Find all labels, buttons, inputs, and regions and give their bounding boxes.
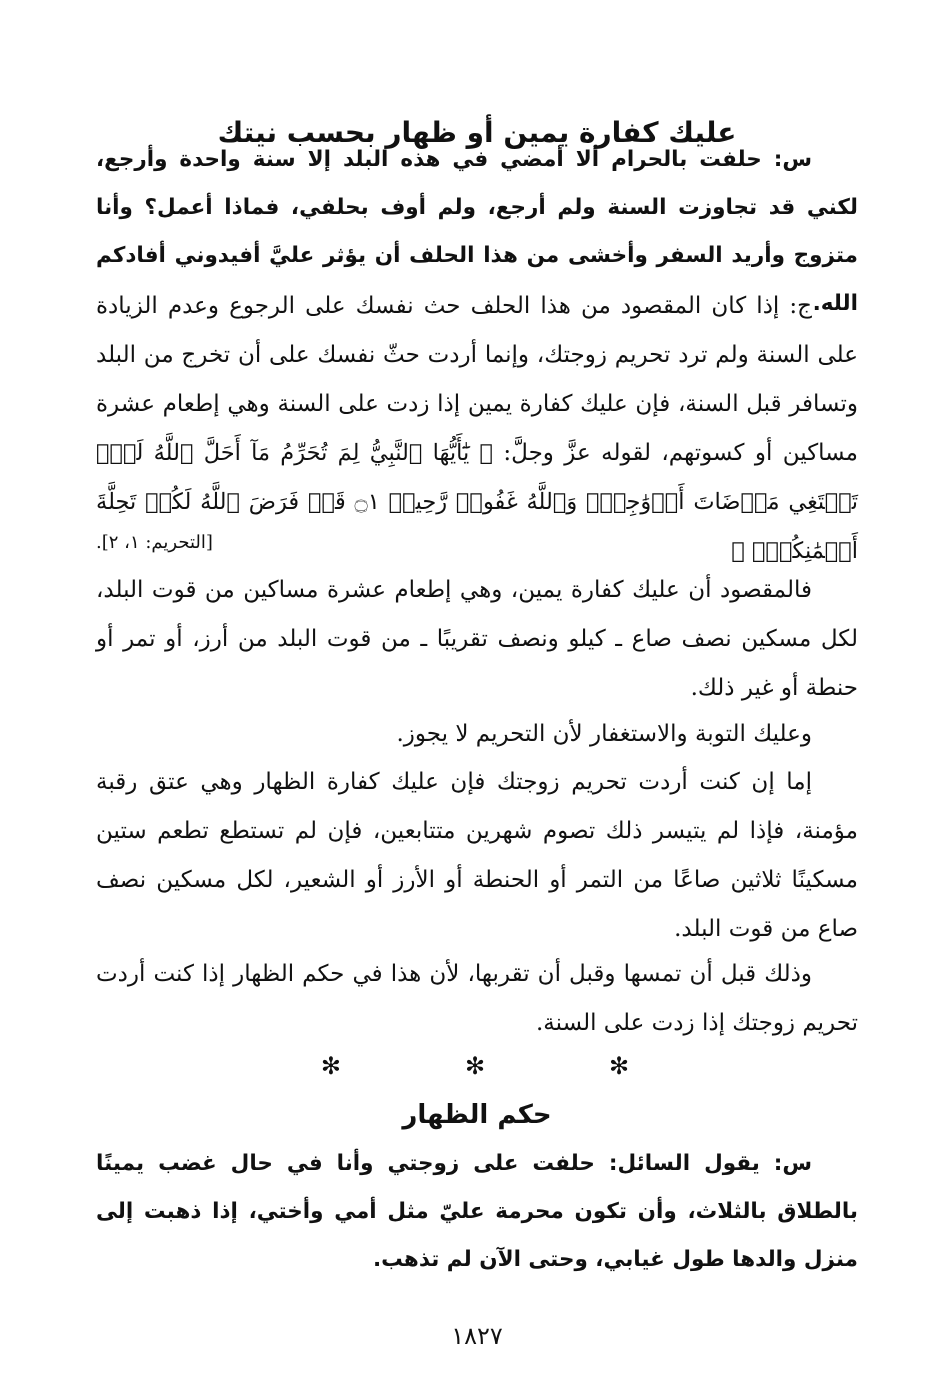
section-separator xyxy=(96,1052,858,1080)
body-paragraph-4-text: وذلك قبل أن تمسها وقبل أن تقربها، لأن هذا في حكم الظهار إذا كنت أردت تحريم زوجتك إذا زدت على السنة. xyxy=(96,961,858,1036)
body-paragraph-3-text: إما إن كنت أردت تحريم زوجتك فإن عليك كفارة الظهار وهي عتق رقبة مؤمنة، فإذا لم يتيسر ذلك تصوم شهرين متتابعين، فإن لم تستطع تطعم ستين مسكينًا ثلاثين صاعًا من التمر أو الحنطة أو الأرز أو الشعير، لكل مسكين نصف صاع من قوت البلد. xyxy=(96,769,858,942)
section-title: عليك كفارة يمين أو ظهار بحسب نيتك xyxy=(217,115,737,149)
separator-star: ✻ xyxy=(320,1052,405,1080)
verse-reference-text: [التحريم: ١، ٢]. xyxy=(96,532,213,553)
quran-verse: ﴿ يَٰٓأَيُّهَا ٱلنَّبِيُّ لِمَ تُحَرِّمُ مَآ أَحَلَّ ٱللَّهُ لَكَۖ تَبۡتَغِي مَرۡضَاتَ أَزۡوَٰجِكَۚ وَٱللَّهُ غَفُورٞ رَّحِيمٞ ۝١ قَدۡ فَرَضَ ٱللَّهُ لَكُمۡ تَحِلَّةَ أَيۡمَٰنِكُمۡۚ ﴾ xyxy=(96,440,858,564)
book-page xyxy=(96,0,858,1380)
question-paragraph-2 xyxy=(96,1140,858,1284)
body-paragraph-1-text: فالمقصود أن عليك كفارة يمين، وهي إطعام عشرة مساكين من قوت البلد، لكل مسكين نصف صاع ـ كيلو ونصف تقريبًا ـ من قوت البلد من أرز، أو تمر أو حنطة أو غير ذلك. xyxy=(96,577,858,701)
body-paragraph-2-text: وعليك التوبة والاستغفار لأن التحريم لا يجوز. xyxy=(396,721,812,747)
question-text: س: حلفت بالحرام ألا أمضي في هذه البلد إلا سنة واحدة وأرجع، لكني قد تجاوزت السنة ولم أرجع، ولم أوف بحلفي، فماذا أعمل؟ وأنا متزوج وأريد السفر وأخشى من هذا الحلف أن يؤثر عليَّ أفيدوني أفادكم الله. xyxy=(96,147,858,316)
body-paragraph-1 xyxy=(96,566,858,713)
body-paragraph-2 xyxy=(96,710,858,759)
answer-intro-text: ج: إذا كان المقصود من هذا الحلف حث نفسك على الرجوع وعدم الزيادة على السنة ولم ترد تحريم زوجتك، وإنما أردت حثّ نفسك على أن تخرج من البلد وتسافر قبل السنة، فإن عليك كفارة يمين إذا زدت على السنة وهي إطعام عشرة مساكين أو كسوتهم، لقوله عزَّ وجلَّ: xyxy=(96,293,859,466)
verse-reference xyxy=(96,528,858,558)
body-paragraph-4 xyxy=(96,950,858,1048)
separator-star: ✻ xyxy=(609,1052,694,1080)
page-number: ١٨٢٧ xyxy=(451,1322,503,1350)
question-2-text: س: يقول السائل: حلفت على زوجتي وأنا في حال غضب يمينًا بالطلاق بالثلاث، وأن تكون محرمة عليّ مثل أمي وأختي، إذا ذهبت إلى منزل والدها طول غيابي، وحتى الآن لم تذهب. xyxy=(96,1151,858,1272)
separator-star: ✻ xyxy=(464,1052,550,1080)
body-paragraph-3 xyxy=(96,758,858,954)
section-subtitle: حكم الظهار xyxy=(402,1100,552,1130)
